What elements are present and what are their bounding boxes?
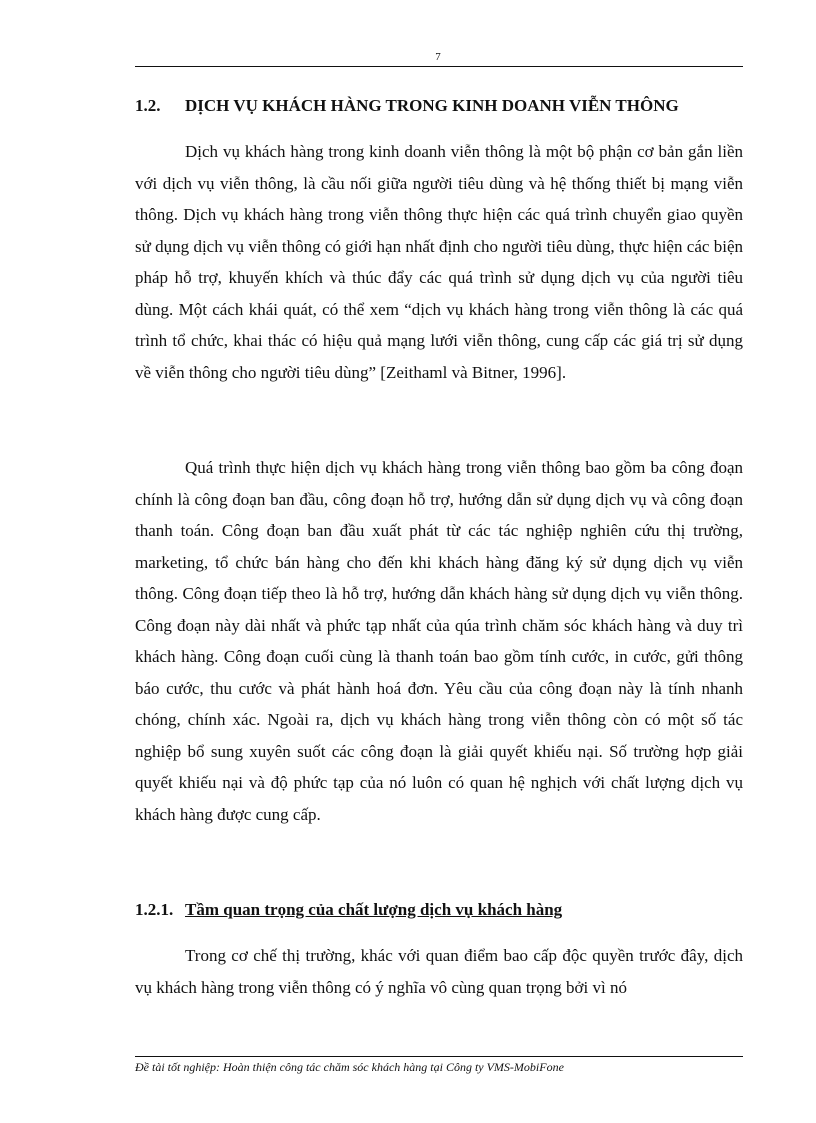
body-paragraph: Trong cơ chế thị trường, khác với quan điểm bao cấp độc quyền trước đây, dịch vụ khách hàng trong viễn thông có ý nghĩa vô cùng quan trọng bởi vì nó (135, 946, 743, 997)
header-rule (135, 66, 743, 67)
section-heading (135, 96, 743, 116)
section-title: DỊCH VỤ KHÁCH HÀNG TRONG KINH DOANH VIỄN THÔNG (185, 96, 679, 115)
subsection-number: 1.2.1. (135, 900, 174, 919)
footer-text: Đề tài tốt nghiệp: Hoàn thiện công tác chăm sóc khách hàng tại Công ty VMS-MobiFone (135, 1060, 564, 1074)
page-number: 7 (435, 51, 441, 63)
subsection-heading (135, 900, 743, 920)
subsection-title: Tầm quan trọng của chất lượng dịch vụ khách hàng (185, 900, 563, 919)
footer-rule (135, 1056, 743, 1057)
section-number: 1.2. (135, 96, 161, 115)
body-paragraph: Quá trình thực hiện dịch vụ khách hàng trong viễn thông bao gồm ba công đoạn chính là công đoạn ban đầu, công đoạn hỗ trợ, hướng dẫn sử dụng dịch vụ và công đoạn thanh toán. Công đoạn ban đầu xuất phát từ các tác nghiệp nghiên cứu thị trường, marketing, tổ chức bán hàng cho đến khi khách hàng đăng ký sử dụng dịch vụ viễn thông. Công đoạn tiếp theo là hỗ trợ, hướng dẫn khách hàng sử dụng dịch vụ viễn thông. Công đoạn này dài nhất và phức tạp nhất của qúa trình chăm sóc khách hàng và duy trì khách hàng. Công đoạn cuối cùng là thanh toán bao gồm tính cước, in cước, gửi thông báo cước, thu cước và phát hành hoá đơn. Yêu cầu của công đoạn này là tính nhanh chóng, chính xác. Ngoài ra, dịch vụ khách hàng trong viễn thông còn có một số tác nghiệp bổ sung xuyên suốt các công đoạn là giải quyết khiếu nại. Số trường hợp giải quyết khiếu nại và độ phức tạp của nó luôn có quan hệ nghịch với chất lượng dịch vụ khách hàng được cung cấp. (135, 458, 743, 824)
body-paragraph: Dịch vụ khách hàng trong kinh doanh viễn thông là một bộ phận cơ bản gắn liền với dịch vụ viễn thông, là cầu nối giữa người tiêu dùng và hệ thống thiết bị mạng viễn thông. Dịch vụ khách hàng trong viễn thông thực hiện các quá trình chuyển giao quyền sử dụng dịch vụ viễn thông có giới hạn nhất định cho người tiêu dùng, thực hiện các biện pháp hỗ trợ, khuyến khích và thúc đẩy các quá trình sử dụng dịch vụ của người tiêu dùng. Một cách khái quát, có thể xem “dịch vụ khách hàng trong viễn thông là các quá trình tổ chức, khai thác có hiệu quả mạng lưới viễn thông, cung cấp các giá trị sử dụng về viễn thông cho người tiêu dùng” [Zeithaml và Bitner, 1996]. (135, 142, 743, 382)
